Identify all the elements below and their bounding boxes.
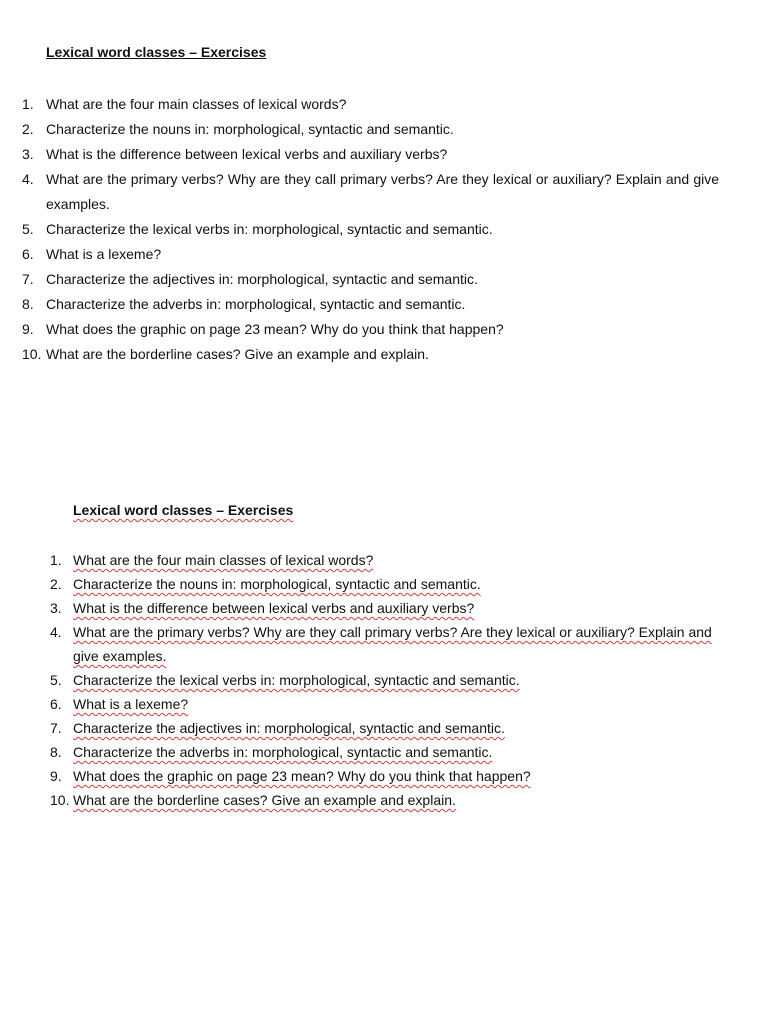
question-number: 1. — [50, 552, 62, 568]
question-text: Characterize the nouns in: morphological, syntactic and semantic. — [46, 121, 454, 137]
question-text: Characterize the lexical verbs in: morphological, syntactic and semantic. — [46, 221, 493, 237]
question-item — [0, 92, 768, 117]
question-text: What are the borderline cases? Give an example and explain. — [73, 792, 456, 808]
worksheet-1-title: Lexical word classes – Exercises — [46, 44, 267, 60]
question-item — [0, 764, 768, 788]
question-item — [0, 788, 768, 812]
question-number: 2. — [50, 576, 62, 592]
question-text: What is a lexeme? — [46, 246, 162, 262]
question-number: 2. — [22, 121, 34, 137]
question-item — [0, 620, 768, 668]
question-text: What are the primary verbs? Why are they call primary verbs? Are they lexical or auxiliary? Explain and give examples. — [46, 171, 719, 212]
question-text: Characterize the nouns in: morphological, syntactic and semantic. — [73, 576, 481, 592]
question-item — [0, 692, 768, 716]
question-item — [0, 292, 768, 317]
question-text: What does the graphic on page 23 mean? Why do you think that happen? — [73, 768, 531, 784]
question-item — [0, 217, 768, 242]
question-number: 7. — [22, 271, 34, 287]
question-number: 5. — [22, 221, 34, 237]
question-text: Characterize the adjectives in: morphological, syntactic and semantic. — [46, 271, 478, 287]
question-item — [0, 548, 768, 572]
question-number: 8. — [50, 744, 62, 760]
question-text: What does the graphic on page 23 mean? Why do you think that happen? — [46, 321, 504, 337]
question-item — [0, 342, 768, 367]
worksheet-2-title: Lexical word classes – Exercises — [73, 502, 294, 518]
question-number: 3. — [22, 146, 34, 162]
question-item — [0, 317, 768, 342]
question-text: What are the four main classes of lexical words? — [46, 96, 347, 112]
question-item — [0, 740, 768, 764]
question-text: What is a lexeme? — [73, 696, 189, 712]
question-text: Characterize the adverbs in: morphological, syntactic and semantic. — [46, 296, 466, 312]
question-number: 3. — [50, 600, 62, 616]
question-number: 9. — [22, 321, 34, 337]
question-item — [0, 572, 768, 596]
question-number: 10. — [50, 792, 70, 808]
question-item — [0, 167, 768, 217]
question-item — [0, 117, 768, 142]
question-item — [0, 242, 768, 267]
question-text: What is the difference between lexical verbs and auxiliary verbs? — [46, 146, 448, 162]
question-item — [0, 668, 768, 692]
question-item — [0, 142, 768, 167]
question-text: Characterize the lexical verbs in: morphological, syntactic and semantic. — [73, 672, 520, 688]
question-text: What is the difference between lexical verbs and auxiliary verbs? — [73, 600, 475, 616]
question-text: Characterize the adverbs in: morphological, syntactic and semantic. — [73, 744, 493, 760]
question-number: 6. — [50, 696, 62, 712]
question-text: Characterize the adjectives in: morphological, syntactic and semantic. — [73, 720, 505, 736]
question-number: 9. — [50, 768, 62, 784]
question-text: What are the four main classes of lexical words? — [73, 552, 374, 568]
worksheet-1-question-list — [0, 92, 768, 367]
question-number: 8. — [22, 296, 34, 312]
question-item — [0, 716, 768, 740]
question-number: 6. — [22, 246, 34, 262]
question-item — [0, 596, 768, 620]
question-number: 1. — [22, 96, 34, 112]
question-item — [0, 267, 768, 292]
question-number: 4. — [22, 171, 34, 187]
question-number: 4. — [50, 624, 62, 640]
question-number: 10. — [22, 346, 42, 362]
question-number: 5. — [50, 672, 62, 688]
question-text: What are the borderline cases? Give an example and explain. — [46, 346, 429, 362]
question-number: 7. — [50, 720, 62, 736]
question-text: What are the primary verbs? Why are they call primary verbs? Are they lexical or auxiliary? Explain and give examples. — [73, 624, 712, 664]
worksheet-2-question-list — [0, 548, 768, 812]
